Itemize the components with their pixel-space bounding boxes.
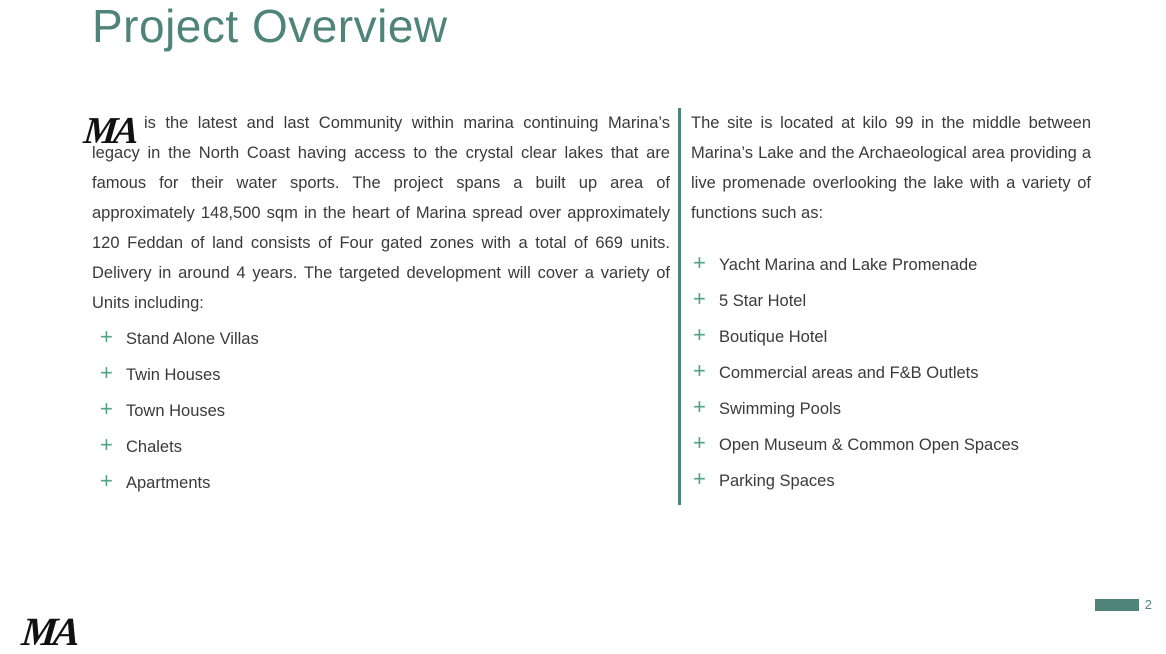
list-item <box>691 354 1091 390</box>
list-item-label: Parking Spaces <box>719 472 835 490</box>
list-item-label: Twin Houses <box>126 366 221 384</box>
list-item-label: Open Museum & Common Open Spaces <box>719 436 1019 454</box>
plus-icon: + <box>693 394 706 419</box>
left-unit-list <box>92 320 670 500</box>
list-item-label: Chalets <box>126 438 182 456</box>
list-item-label: Apartments <box>126 474 211 492</box>
right-features-list <box>691 246 1091 498</box>
list-item <box>92 464 670 500</box>
list-item-label: Yacht Marina and Lake Promenade <box>719 256 978 274</box>
plus-icon: + <box>693 466 706 491</box>
brand-logo-inline: MA <box>81 110 138 152</box>
plus-icon: + <box>693 430 706 455</box>
page-number-bar <box>1095 599 1139 611</box>
plus-icon: + <box>693 322 706 347</box>
plus-icon: + <box>100 432 113 457</box>
page-number-badge <box>1095 599 1160 611</box>
list-item <box>92 392 670 428</box>
content-columns <box>92 108 1092 505</box>
list-item-label: Stand Alone Villas <box>126 330 259 348</box>
list-item <box>92 320 670 356</box>
list-item-label: Commercial areas and F&B Outlets <box>719 364 979 382</box>
right-paragraph: The site is located at kilo 99 in the middle between Marina’s Lake and the Archaeological area providing a live promenade overlooking the lake with a variety of functions such as: <box>691 114 1091 222</box>
plus-icon: + <box>100 468 113 493</box>
plus-icon: + <box>693 250 706 275</box>
plus-icon: + <box>693 358 706 383</box>
plus-icon: + <box>100 396 113 421</box>
plus-icon: + <box>693 286 706 311</box>
list-item <box>691 426 1091 462</box>
list-item <box>691 246 1091 282</box>
list-item-label: 5 Star Hotel <box>719 292 807 310</box>
plus-icon: + <box>100 360 113 385</box>
page-number-label: 2 <box>1144 597 1152 612</box>
list-item <box>92 428 670 464</box>
right-column <box>681 108 1091 498</box>
list-item <box>92 356 670 392</box>
plus-icon: + <box>100 324 113 349</box>
left-paragraph: is the latest and last Community within marina continuing Marina’s legacy in the North Coast having access to the crystal clear lakes that are famous for their water sports. The project spans a built up area of approximately 148,500 sqm in the heart of Marina spread over approximately 120 Feddan of land consists of Four gated zones with a total of 669 units. Delivery in around 4 years. The targeted development will cover a variety of Units including: <box>92 114 670 312</box>
list-item-label: Boutique Hotel <box>719 328 828 346</box>
list-item-label: Town Houses <box>126 402 226 420</box>
left-column <box>92 108 670 500</box>
list-item <box>691 318 1091 354</box>
page-title: Project Overview <box>92 0 448 52</box>
list-item <box>691 282 1091 318</box>
list-item-label: Swimming Pools <box>719 400 841 418</box>
list-item <box>691 462 1091 498</box>
list-item <box>691 390 1091 426</box>
brand-logo-footer: MA <box>19 609 79 654</box>
bottom-strip <box>0 615 1166 643</box>
